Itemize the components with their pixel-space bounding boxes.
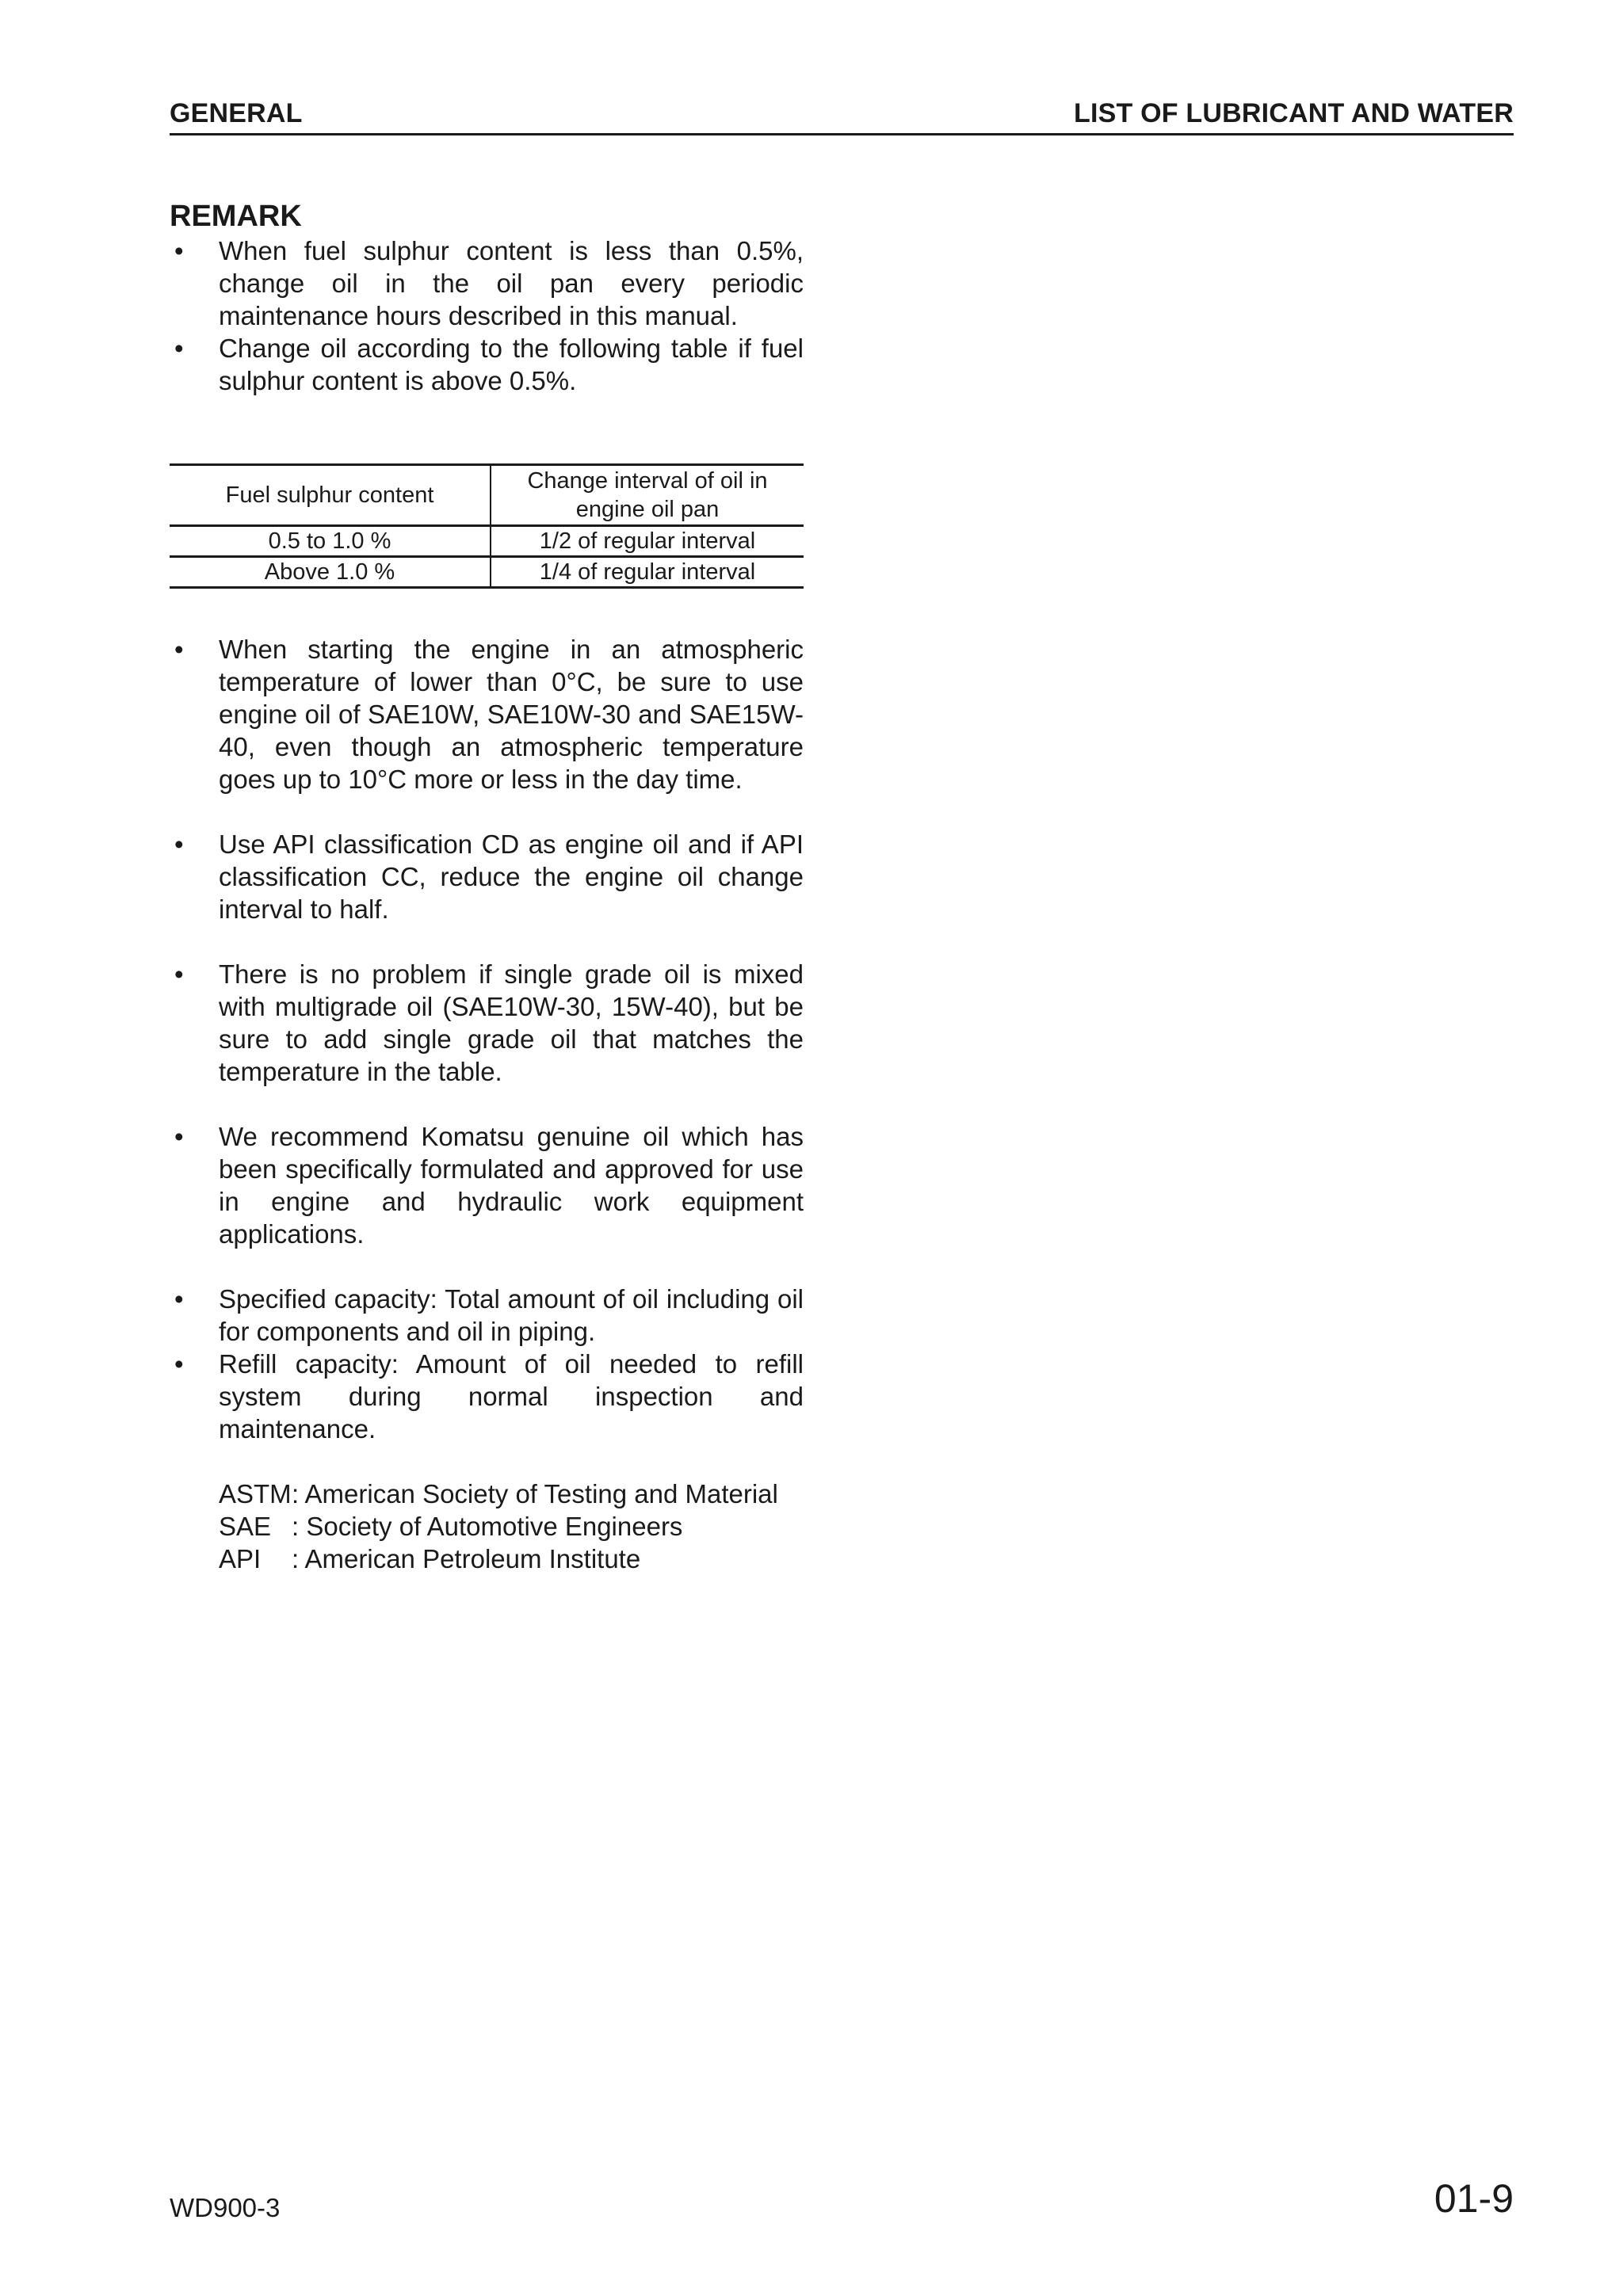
- abbreviation-key: API: [219, 1544, 262, 1573]
- footer-model-number: WD900-3: [170, 2193, 281, 2222]
- page-header: [170, 95, 1514, 135]
- footer-page-number: 01-9: [1434, 2176, 1514, 2221]
- abbreviation-item: [219, 1478, 804, 1510]
- sulphur-interval-table: [170, 463, 804, 589]
- table-cell: 0.5 to 1.0 %: [170, 526, 491, 557]
- abbreviation-item: [219, 1510, 804, 1543]
- remark-bullet: • There is no problem if single grade oil is mixed with multigrade oil (SAE10W-30, 15W-40), but be sure to add single grade oil that matches the temperature in the table.: [170, 958, 804, 1088]
- table-row: [170, 557, 804, 588]
- table-cell: 1/4 of regular interval: [539, 559, 756, 585]
- main-content: [170, 198, 804, 1575]
- page-title: LIST OF LUBRICANT AND WATER: [1073, 98, 1514, 128]
- remark-bullet: • Refill capacity: Amount of oil needed to refill system during normal inspection and maintenance.: [170, 1348, 804, 1445]
- abbreviation-value: : American Petroleum Institute: [292, 1544, 641, 1573]
- table-header-row: [170, 465, 804, 526]
- remark-bullet: • Change oil according to the following table if fuel sulphur content is above 0.5%.: [170, 332, 804, 397]
- table-row: [170, 526, 804, 557]
- remark-bullet: • We recommend Komatsu genuine oil which has been specifically formulated and approved for use in engine and hydraulic work equipment applications.: [170, 1120, 804, 1250]
- abbreviation-key: ASTM: [219, 1479, 292, 1508]
- section-title: GENERAL: [170, 98, 303, 128]
- table-header-cell: Change interval of oil in engine oil pan: [527, 468, 768, 522]
- abbreviation-value: : American Society of Testing and Material: [292, 1479, 778, 1508]
- abbreviation-value: : Society of Automotive Engineers: [292, 1512, 683, 1541]
- remark-bullet: • Specified capacity: Total amount of oil including oil for components and oil in piping.: [170, 1283, 804, 1348]
- remark-bullet: • Use API classification CD as engine oil and if API classification CC, reduce the engine oil change interval to half.: [170, 828, 804, 925]
- abbreviation-list: [170, 1478, 804, 1575]
- remark-bullet: • When starting the engine in an atmospheric temperature of lower than 0°C, be sure to use engine oil of SAE10W, SAE10W-30 and SAE15W-40, even though an atmospheric temperature goes up to 10°C more or less in the day time.: [170, 633, 804, 795]
- remark-bullet: • When fuel sulphur content is less than 0.5%, change oil in the oil pan every periodic maintenance hours described in this manual.: [170, 235, 804, 332]
- remark-heading: REMARK: [170, 200, 302, 233]
- table-cell: 1/2 of regular interval: [539, 528, 756, 554]
- table-cell: Above 1.0 %: [170, 557, 491, 588]
- table-header-cell: Fuel sulphur content: [170, 465, 491, 526]
- abbreviation-item: [219, 1543, 804, 1575]
- abbreviation-key: SAE: [219, 1512, 272, 1541]
